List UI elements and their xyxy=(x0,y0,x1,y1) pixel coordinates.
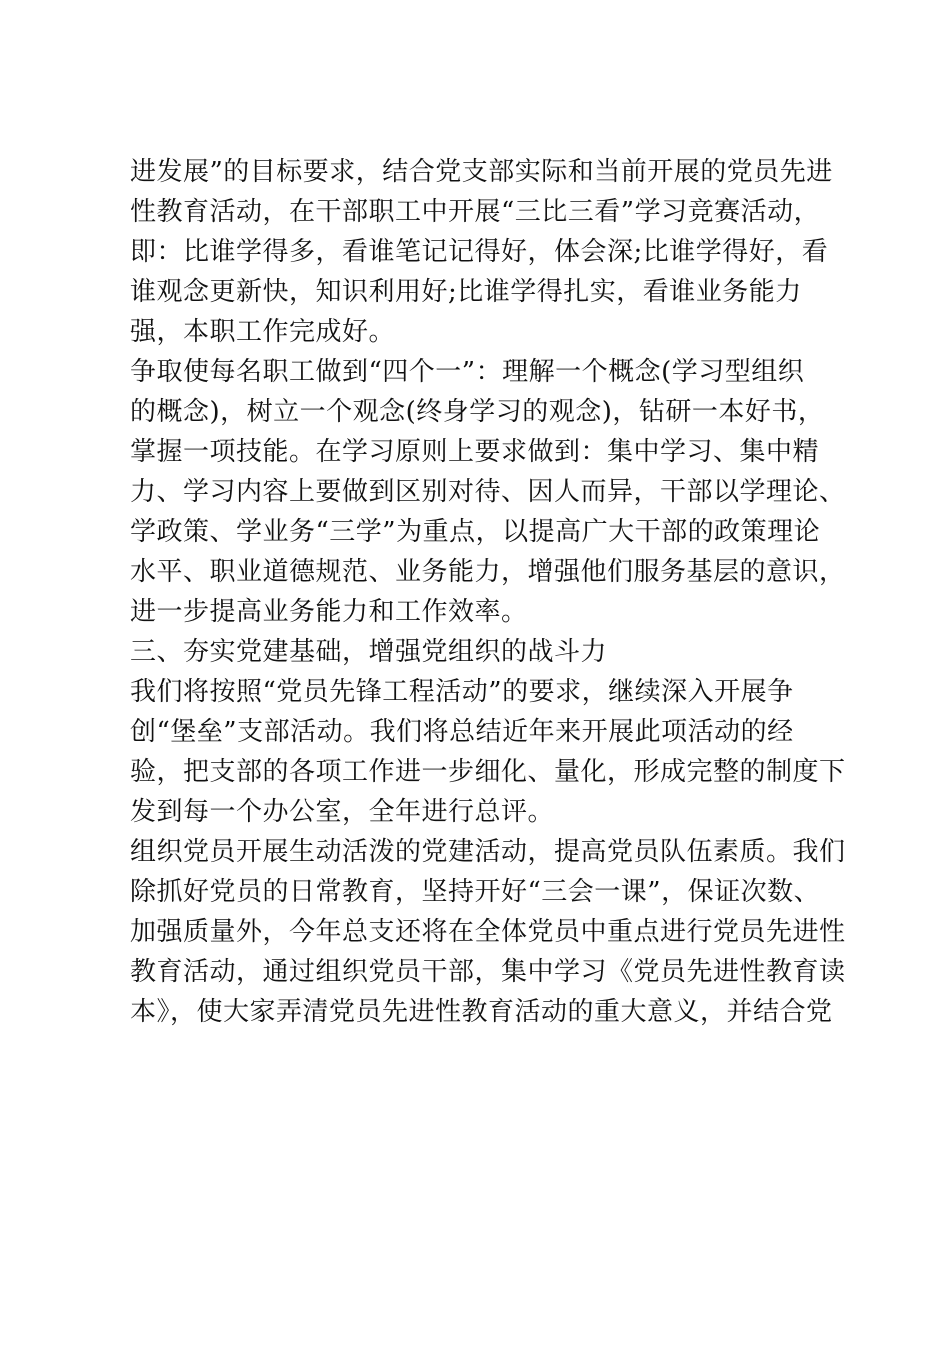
text-line: 掌握一项技能。在学习原则上要求做到：集中学习、集中精 xyxy=(130,437,820,467)
text-line: 加强质量外，今年总支还将在全体党员中重点进行党员先进性 xyxy=(130,917,846,947)
text-line: 本》，使大家弄清党员先进性教育活动的重大意义，并结合党 xyxy=(130,997,833,1027)
text-line: 除抓好党员的日常教育，坚持开好“三会一课”，保证次数、 xyxy=(130,877,821,907)
text-line: 发到每一个办公室，全年进行总评。 xyxy=(130,797,555,827)
text-line: 组织党员开展生动活泼的党建活动，提高党员队伍素质。我们 xyxy=(130,837,846,867)
document-body xyxy=(130,152,846,1032)
text-line: 进发展”的目标要求，结合党支部实际和当前开展的党员先进 xyxy=(130,157,833,187)
text-line: 争取使每名职工做到“四个一”：理解一个概念(学习型组织 xyxy=(130,357,805,387)
text-line: 学政策、学业务“三学”为重点，以提高广大干部的政策理论 xyxy=(130,517,821,547)
text-line: 谁观念更新快，知识利用好;比谁学得扎实，看谁业务能力 xyxy=(130,277,802,307)
text-line: 我们将按照“党员先锋工程活动”的要求，继续深入开展争 xyxy=(130,677,794,707)
text-line: 强，本职工作完成好。 xyxy=(130,317,396,347)
text-line: 力、学习内容上要做到区别对待、因人而异，干部以学理论、 xyxy=(130,477,846,507)
text-line: 教育活动，通过组织党员干部，集中学习《党员先进性教育读 xyxy=(130,957,846,987)
text-line: 进一步提高业务能力和工作效率。 xyxy=(130,597,528,627)
text-line: 即：比谁学得多，看谁笔记记得好，体会深;比谁学得好，看 xyxy=(130,237,829,267)
text-line: 的概念)，树立一个观念(终身学习的观念)，钻研一本好书， xyxy=(130,397,825,427)
text-line: 水平、职业道德规范、业务能力，增强他们服务基层的意识， xyxy=(130,557,846,587)
section-heading: 三、夯实党建基础，增强党组织的战斗力 xyxy=(130,637,608,667)
text-line: 性教育活动，在干部职工中开展“三比三看”学习竞赛活动， xyxy=(130,197,821,227)
text-line: 创“堡垒”支部活动。我们将总结近年来开展此项活动的经 xyxy=(130,717,794,747)
text-line: 验，把支部的各项工作进一步细化、量化，形成完整的制度下 xyxy=(130,757,846,787)
